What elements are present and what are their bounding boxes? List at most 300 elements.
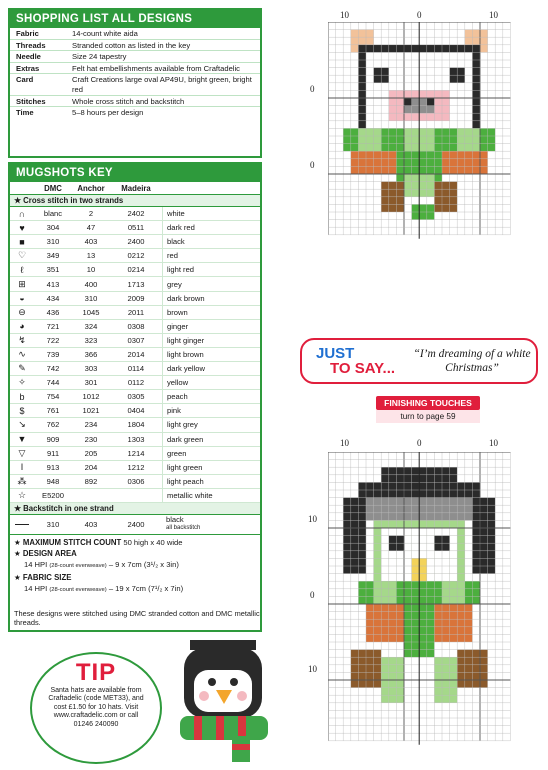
- stitch-cell: [343, 498, 351, 506]
- stitch-cell: [389, 197, 397, 205]
- key-colour-name: pink: [162, 404, 260, 417]
- stitch-cell: [427, 520, 435, 528]
- stitch-cell: [374, 45, 382, 53]
- stitch-cell: [472, 581, 480, 589]
- key-symbol-icon: ⁂: [17, 475, 27, 486]
- stitch-cell: [472, 166, 480, 174]
- stitch-cell: [396, 166, 404, 174]
- stitch-cell: [412, 604, 420, 612]
- stitch-cell: [450, 520, 458, 528]
- stitch-cell: [389, 574, 397, 582]
- stitch-cell: [351, 528, 359, 536]
- stitch-cell: [472, 106, 480, 114]
- stitch-cell: [442, 166, 450, 174]
- stitch-cell: [419, 144, 427, 152]
- stitch-cell: [434, 475, 442, 483]
- stitch-cell: [404, 634, 412, 642]
- stitch-cell: [442, 136, 450, 144]
- shopping-row-label: Stitches: [16, 96, 46, 106]
- shopping-row-value: 14-count white aida: [72, 29, 138, 38]
- stitch-cell: [457, 604, 465, 612]
- stitch-cell: [358, 665, 366, 673]
- stitch-cell: [480, 30, 488, 38]
- stitch-cell: [343, 505, 351, 513]
- stitch-cell: [381, 612, 389, 620]
- stitch-cell: [412, 174, 420, 182]
- key-colour-name: dark brown: [162, 292, 260, 305]
- stitch-cell: [450, 558, 458, 566]
- stitch-cell: [442, 672, 450, 680]
- stitch-cell: [374, 144, 382, 152]
- stitch-cell: [419, 189, 427, 197]
- stitch-cell: [396, 612, 404, 620]
- stitch-cell: [374, 505, 382, 513]
- stitch-cell: [412, 536, 420, 544]
- key-madeira: 0305: [127, 392, 145, 402]
- stitch-cell: [472, 128, 480, 136]
- stitch-cell: [374, 650, 382, 658]
- stitch-cell: [450, 672, 458, 680]
- stitch-cell: [366, 627, 374, 635]
- stitch-cell: [480, 665, 488, 673]
- stitch-cell: [427, 581, 435, 589]
- stitch-cell: [488, 551, 496, 559]
- stitch-cell: [450, 166, 458, 174]
- stitch-cell: [396, 627, 404, 635]
- stitch-cell: [404, 189, 412, 197]
- just-quote: “I’m dreaming of a white Christmas”: [413, 348, 531, 374]
- stitch-cell: [381, 589, 389, 597]
- stitch-cell: [358, 528, 366, 536]
- right-eye-icon: [230, 678, 238, 686]
- stitch-cell: [374, 581, 382, 589]
- key-anchor: 400: [84, 279, 98, 289]
- axis-top-mid: 0: [417, 10, 422, 20]
- stitch-cell: [450, 467, 458, 475]
- stitch-cell: [396, 475, 404, 483]
- stitch-cell: [419, 505, 427, 513]
- stitch-cell: [419, 98, 427, 106]
- stitch-cell: [396, 136, 404, 144]
- stitch-cell: [457, 482, 465, 490]
- stitch-cell: [396, 505, 404, 513]
- stitch-cell: [434, 520, 442, 528]
- stitch-cell: [472, 90, 480, 98]
- stitch-cell: [465, 680, 473, 688]
- stitch-cell: [351, 672, 359, 680]
- tip-text: Santa hats are available from Craftadelic (code MET33), and cost £1.50 for 10 hats. Visit www.craftadelic.com or call 01246 240090: [48, 687, 144, 728]
- stitch-cell: [396, 604, 404, 612]
- stitch-cell: [343, 144, 351, 152]
- stitch-cell: [412, 634, 420, 642]
- stitch-cell: [434, 596, 442, 604]
- stitch-cell: [366, 498, 374, 506]
- stitch-cell: [412, 574, 420, 582]
- stitch-cell: [450, 151, 458, 159]
- stitch-cell: [419, 536, 427, 544]
- stitch-cell: [366, 482, 374, 490]
- key-madeira: 1212: [127, 462, 145, 472]
- stitch-cell: [427, 513, 435, 521]
- stitch-cell: [396, 106, 404, 114]
- stitch-cell: [396, 520, 404, 528]
- stitch-cell: [450, 128, 458, 136]
- key-anchor: 1012: [82, 392, 100, 402]
- stitch-cell: [366, 596, 374, 604]
- stitch-cell: [457, 581, 465, 589]
- stitch-cell: [457, 672, 465, 680]
- stitch-cell: [374, 543, 382, 551]
- key-colour-name: light green: [162, 461, 260, 474]
- stitch-cell: [366, 619, 374, 627]
- stitch-cell: [472, 60, 480, 68]
- stitch-cell: [419, 574, 427, 582]
- stitch-cell: [450, 45, 458, 53]
- stitch-cell: [442, 204, 450, 212]
- stitch-cell: [457, 680, 465, 688]
- stitch-cell: [465, 136, 473, 144]
- key-madeira: 2400: [127, 237, 145, 247]
- stitch-cell: [427, 45, 435, 53]
- key-colour-name: light peach: [162, 475, 260, 488]
- stitch-cell: [381, 159, 389, 167]
- stitch-cell: [419, 498, 427, 506]
- stitch-cell: [427, 144, 435, 152]
- stitch-cell: [412, 212, 420, 220]
- key-anchor: 323: [84, 335, 98, 345]
- stitch-cell: [488, 536, 496, 544]
- stitch-cell: [480, 551, 488, 559]
- stitch-cell: [480, 536, 488, 544]
- stitch-cell: [389, 619, 397, 627]
- stitch-cell: [381, 182, 389, 190]
- stitch-cell: [450, 513, 458, 521]
- stitch-cell: [396, 498, 404, 506]
- stitch-cell: [450, 498, 458, 506]
- stitch-cell: [412, 106, 420, 114]
- key-dmc: 744: [46, 378, 60, 388]
- stitch-cell: [480, 657, 488, 665]
- stitch-cell: [419, 490, 427, 498]
- key-anchor: 303: [84, 364, 98, 374]
- stitch-cell: [442, 106, 450, 114]
- stitch-cell: [412, 566, 420, 574]
- key-row: [10, 306, 260, 320]
- stitch-cell: [434, 513, 442, 521]
- stitch-cell: [389, 536, 397, 544]
- stitch-cell: [358, 551, 366, 559]
- stitch-cell: [472, 75, 480, 83]
- stitch-cell: [366, 144, 374, 152]
- stitch-cell: [412, 482, 420, 490]
- stitch-cell: [472, 657, 480, 665]
- stitch-cell: [381, 665, 389, 673]
- key-dmc: 721: [46, 321, 60, 331]
- stitch-cell: [404, 166, 412, 174]
- stitch-cell: [374, 680, 382, 688]
- shopping-row-label: Needle: [16, 52, 41, 62]
- stitch-cell: [465, 619, 473, 627]
- stitch-cell: [396, 680, 404, 688]
- stitch-cell: [442, 566, 450, 574]
- stitch-cell: [465, 672, 473, 680]
- key-symbol-icon: ∩: [18, 208, 26, 219]
- shopping-row: [10, 28, 260, 40]
- key-symbol-icon: ✎: [18, 363, 26, 374]
- stitch-cell: [381, 672, 389, 680]
- stitch-cell: [442, 490, 450, 498]
- axis2-side-0: 0: [310, 590, 315, 600]
- key-anchor: 230: [84, 434, 98, 444]
- key-dmc: 310: [46, 237, 60, 247]
- stitch-cell: [358, 536, 366, 544]
- stitch-cell: [457, 589, 465, 597]
- stitch-cell: [465, 627, 473, 635]
- stitch-cell: [358, 128, 366, 136]
- key-row: [10, 433, 260, 447]
- stitch-cell: [427, 558, 435, 566]
- key-symbol-icon: ◒: [19, 293, 25, 304]
- left-cheek: [199, 691, 209, 701]
- key-row: [10, 489, 260, 503]
- stitch-cell: [450, 490, 458, 498]
- stitch-cell: [450, 604, 458, 612]
- stitch-cell: [442, 558, 450, 566]
- key-symbol-icon: ◕: [19, 321, 25, 332]
- stitch-cell: [434, 551, 442, 559]
- stitch-cell: [480, 144, 488, 152]
- stitch-cell: [389, 513, 397, 521]
- stitch-cell: [427, 128, 435, 136]
- stitch-cell: [442, 475, 450, 483]
- stitch-cell: [389, 672, 397, 680]
- stitch-cell: [442, 627, 450, 635]
- stitch-cell: [465, 634, 473, 642]
- stitch-cell: [374, 52, 382, 60]
- stitch-cell: [374, 612, 382, 620]
- stitch-cell: [396, 174, 404, 182]
- stitch-cell: [427, 212, 435, 220]
- key-symbol-icon: ▽: [18, 447, 26, 458]
- stitch-cell: [381, 467, 389, 475]
- stitch-cell: [472, 680, 480, 688]
- stitch-cell: [442, 52, 450, 60]
- stitch-cell: [374, 528, 382, 536]
- stitch-cell: [457, 596, 465, 604]
- key-column-headers: [10, 182, 260, 195]
- key-colour-name: metallic white: [162, 489, 260, 502]
- key-row: [10, 376, 260, 390]
- stitch-cell: [351, 128, 359, 136]
- stitch-cell: [389, 467, 397, 475]
- stitch-cell: [374, 159, 382, 167]
- shopping-row: [10, 63, 260, 75]
- stitch-cell: [374, 627, 382, 635]
- stitch-cell: [427, 174, 435, 182]
- axis2-top-right: 10: [489, 438, 498, 448]
- stitch-cell: [465, 144, 473, 152]
- stitch-cell: [450, 189, 458, 197]
- stitch-cell: [472, 151, 480, 159]
- stitch-cell: [442, 589, 450, 597]
- stitch-cell: [434, 490, 442, 498]
- stitch-cell: [412, 182, 420, 190]
- stitch-cell: [442, 128, 450, 136]
- shopping-list-rows: [10, 28, 260, 118]
- stitch-cell: [396, 52, 404, 60]
- tip-bubble: [30, 652, 162, 764]
- stitch-cell: [442, 151, 450, 159]
- stitch-cell: [480, 128, 488, 136]
- stitch-cell: [434, 528, 442, 536]
- stitch-cell: [343, 566, 351, 574]
- stitch-cell: [358, 106, 366, 114]
- stitch-cell: [488, 498, 496, 506]
- stitch-cell: [450, 589, 458, 597]
- stitch-cell: [404, 520, 412, 528]
- stitch-cell: [358, 121, 366, 129]
- shopping-row-value: Craft Creations large oval AP49U, bright green, bright red: [72, 75, 252, 94]
- stitch-cell: [465, 650, 473, 658]
- stitch-cell: [351, 45, 359, 53]
- stitch-cell: [472, 144, 480, 152]
- stitch-cell: [427, 98, 435, 106]
- stitch-cell: [381, 197, 389, 205]
- stitch-cell: [381, 566, 389, 574]
- stitch-cell: [434, 657, 442, 665]
- stitch-cell: [389, 581, 397, 589]
- key-symbol-icon: $: [19, 405, 25, 416]
- stitch-cell: [450, 197, 458, 205]
- stitch-cell: [389, 189, 397, 197]
- stitch-cell: [457, 650, 465, 658]
- stitch-cell: [427, 189, 435, 197]
- key-row: [10, 404, 260, 418]
- stitch-cell: [472, 596, 480, 604]
- stitch-cell: [472, 543, 480, 551]
- stitch-cell: [389, 475, 397, 483]
- stitch-cell: [396, 581, 404, 589]
- stitch-cell: [381, 52, 389, 60]
- stitch-cell: [442, 482, 450, 490]
- penguin-illustration: [176, 636, 272, 764]
- stitch-cell: [396, 558, 404, 566]
- stitch-cell: [480, 672, 488, 680]
- stitch-cell: [457, 136, 465, 144]
- stitch-cell: [396, 589, 404, 597]
- col-dmc: DMC: [44, 184, 62, 193]
- stitch-cell: [465, 498, 473, 506]
- stitch-cell: [419, 151, 427, 159]
- stitch-cell: [480, 505, 488, 513]
- stitch-cell: [472, 589, 480, 597]
- stitch-cell: [457, 159, 465, 167]
- stitch-cell: [472, 505, 480, 513]
- key-madeira: 2009: [127, 293, 145, 303]
- key-row: [10, 362, 260, 376]
- stitch-cell: [404, 98, 412, 106]
- stitch-cell: [457, 520, 465, 528]
- stitch-cell: [389, 159, 397, 167]
- stitch-cell: [389, 90, 397, 98]
- stitch-cell: [450, 144, 458, 152]
- stitch-cell: [419, 212, 427, 220]
- stitch-cell: [419, 627, 427, 635]
- key-anchor: 234: [84, 420, 98, 430]
- key-colour-name: light grey: [162, 418, 260, 431]
- stitch-cell: [404, 90, 412, 98]
- stitch-cell: [381, 144, 389, 152]
- stitch-cell: [404, 144, 412, 152]
- key-dmc: 436: [46, 307, 60, 317]
- shopping-row-value: Stranded cotton as listed in the key: [72, 40, 191, 50]
- stitch-cell: [480, 498, 488, 506]
- stitch-cell: [480, 45, 488, 53]
- stitch-cell: [366, 513, 374, 521]
- stitch-cell: [465, 657, 473, 665]
- stitch-cell: [419, 128, 427, 136]
- stitch-cell: [488, 543, 496, 551]
- stitch-cell: [358, 98, 366, 106]
- stitch-cell: [404, 482, 412, 490]
- stitch-cell: [412, 467, 420, 475]
- stitch-cell: [442, 159, 450, 167]
- stitch-cell: [412, 596, 420, 604]
- pig-chart-grid: [328, 22, 512, 240]
- stitch-cell: [419, 136, 427, 144]
- stitch-cell: [374, 128, 382, 136]
- stitch-cell: [404, 650, 412, 658]
- stitch-cell: [404, 159, 412, 167]
- stitch-cell: [457, 558, 465, 566]
- stitch-cell: [457, 619, 465, 627]
- stitch-cell: [381, 604, 389, 612]
- stitch-cell: [457, 144, 465, 152]
- stitch-cell: [442, 144, 450, 152]
- key-anchor: 13: [86, 251, 96, 261]
- stitch-cell: [381, 627, 389, 635]
- stitch-cell: [389, 45, 397, 53]
- key-anchor: 205: [84, 448, 98, 458]
- stitch-cell: [434, 672, 442, 680]
- stitch-cell: [472, 665, 480, 673]
- key-madeira: 0404: [127, 406, 145, 416]
- stitch-cell: [404, 536, 412, 544]
- key-symbol-icon: ♥: [19, 222, 25, 233]
- stitch-cell: [396, 467, 404, 475]
- key-row: [10, 334, 260, 348]
- stitch-cell: [450, 528, 458, 536]
- stitch-cell: [381, 551, 389, 559]
- stitch-cell: [442, 543, 450, 551]
- key-dmc: 349: [46, 251, 60, 261]
- stitch-cell: [419, 204, 427, 212]
- stitch-cell: [381, 475, 389, 483]
- key-row: [10, 277, 260, 291]
- stitch-cell: [427, 490, 435, 498]
- stitch-cell: [343, 558, 351, 566]
- stitch-cell: [442, 182, 450, 190]
- key-row: [10, 249, 260, 263]
- shopping-row-label: Threads: [16, 40, 46, 50]
- stitch-cell: [442, 505, 450, 513]
- key-symbol-icon: ⊖: [18, 306, 26, 317]
- stitch-cell: [412, 113, 420, 121]
- stitch-cell: [404, 581, 412, 589]
- stitch-cell: [404, 106, 412, 114]
- stitch-cell: [427, 536, 435, 544]
- finishing-touches-link[interactable]: turn to page 59: [376, 410, 480, 423]
